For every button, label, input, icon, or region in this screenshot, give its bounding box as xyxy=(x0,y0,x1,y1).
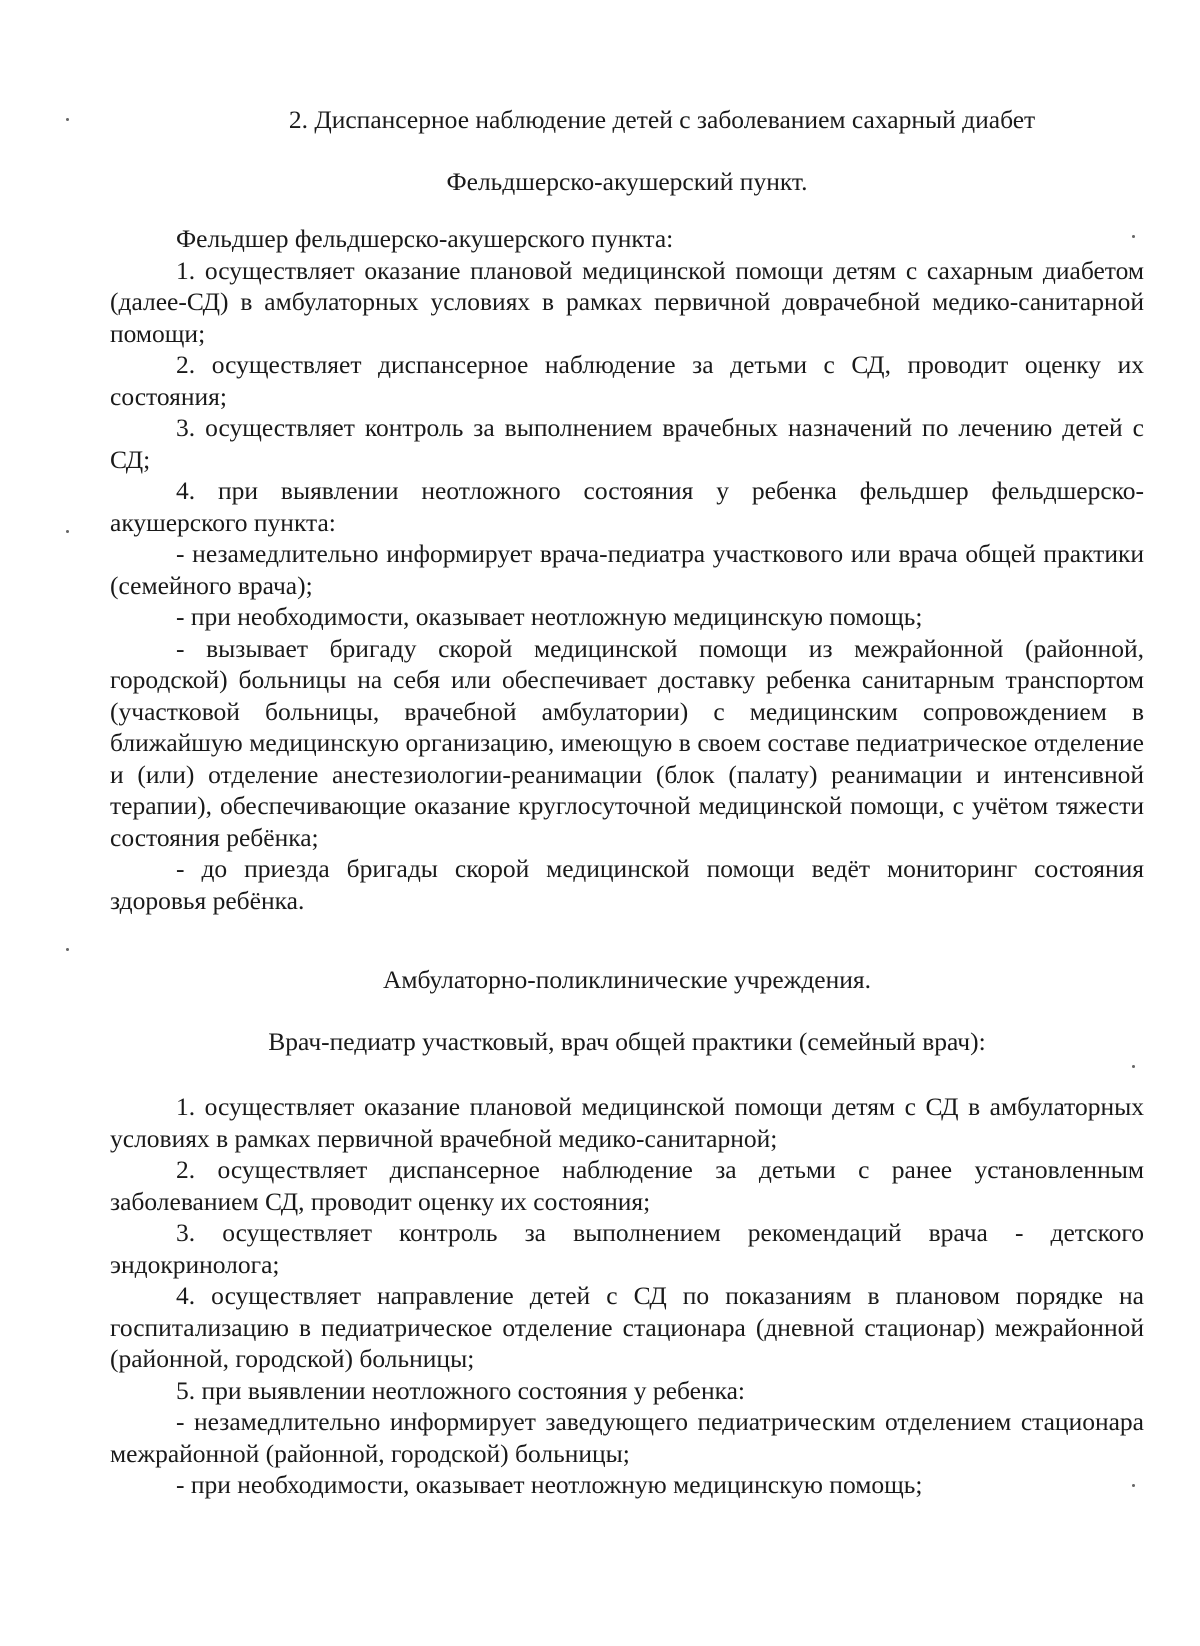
scan-speck xyxy=(66,530,69,533)
list-item: 3. осуществляет контроль за выполнением врачебных назначений по лечению детей с СД; xyxy=(110,413,1144,474)
list-item: 1. осуществляет оказание плановой медицинской помощи детям с сахарным диабетом (далее-СД) в амбулаторных условиях в рамках первичной доврачебной медико-санитарной помощи; xyxy=(110,255,1144,348)
list-item: - вызывает бригаду скорой медицинской помощи из межрайонной (районной, городской) больницы на себя или обеспечивает доставку ребенка санитарным транспортом (участковой больницы, врачебной амбулатории) с медицинским сопровождением в ближайшую медицинскую организацию, имеющую в своем составе педиатрическое отделение и (или) отделение анестезиологии-реанимации (блок (палату) реанимации и интенсивной терапии), обеспечивающие оказание круглосуточной медицинской помощи, с учётом тяжести состояния ребёнка; xyxy=(110,633,1144,852)
list-item: 4. осуществляет направление детей с СД по показаниям в плановом порядке на госпитализацию в педиатрическое отделение стационара (дневной стационар) межрайонной (районной, городской) больницы; xyxy=(110,1281,1144,1373)
role-heading-feldsher: Фельдшер фельдшерско-акушерского пункта: xyxy=(176,224,674,253)
scan-speck xyxy=(66,118,69,121)
list-item: 5. при выявлении неотложного состояния у ребенка: xyxy=(176,1375,745,1405)
section-heading-polyclinic: Амбулаторно-поликлинические учреждения. xyxy=(382,965,872,994)
section-heading-feldsher: Фельдшерско-акушерский пункт. xyxy=(446,166,808,196)
document-body xyxy=(110,104,1144,1501)
list-item: - до приезда бригады скорой медицинской помощи ведёт мониторинг состояния здоровья ребёнка. xyxy=(110,854,1144,915)
scan-speck xyxy=(66,948,69,951)
list-item: - при необходимости, оказывает неотложную медицинскую помощь; xyxy=(176,602,923,631)
list-item: 1. осуществляет оказание плановой медицинской помощи детям с СД в амбулаторных условиях в рамках первичной врачебной медико-санитарной; xyxy=(110,1092,1144,1153)
document-title: 2. Диспансерное наблюдение детей с заболеванием сахарный диабет xyxy=(288,105,1036,134)
list-item: 4. при выявлении неотложного состояния у ребенка фельдшер фельдшерско-акушерского пункта: xyxy=(110,476,1144,537)
list-item: 2. осуществляет диспансерное наблюдение за детьми с ранее установленным заболеванием СД, проводит оценку их состояния; xyxy=(110,1155,1144,1216)
list-item: 3. осуществляет контроль за выполнением рекомендаций врача - детского эндокринолога; xyxy=(110,1218,1144,1279)
list-item: - при необходимости, оказывает неотложную медицинскую помощь; xyxy=(176,1470,923,1499)
list-item: - незамедлительно информирует врача-педиатра участкового или врача общей практики (семейного врача); xyxy=(110,539,1144,600)
list-item: 2. осуществляет диспансерное наблюдение за детьми с СД, проводит оценку их состояния; xyxy=(110,350,1144,411)
role-heading-pediatrician: Врач-педиатр участковый, врач общей практики (семейный врач): xyxy=(268,1026,986,1056)
list-item: - незамедлительно информирует заведующего педиатрическим отделением стационара межрайонной (районной, городской) больницы; xyxy=(110,1407,1144,1468)
